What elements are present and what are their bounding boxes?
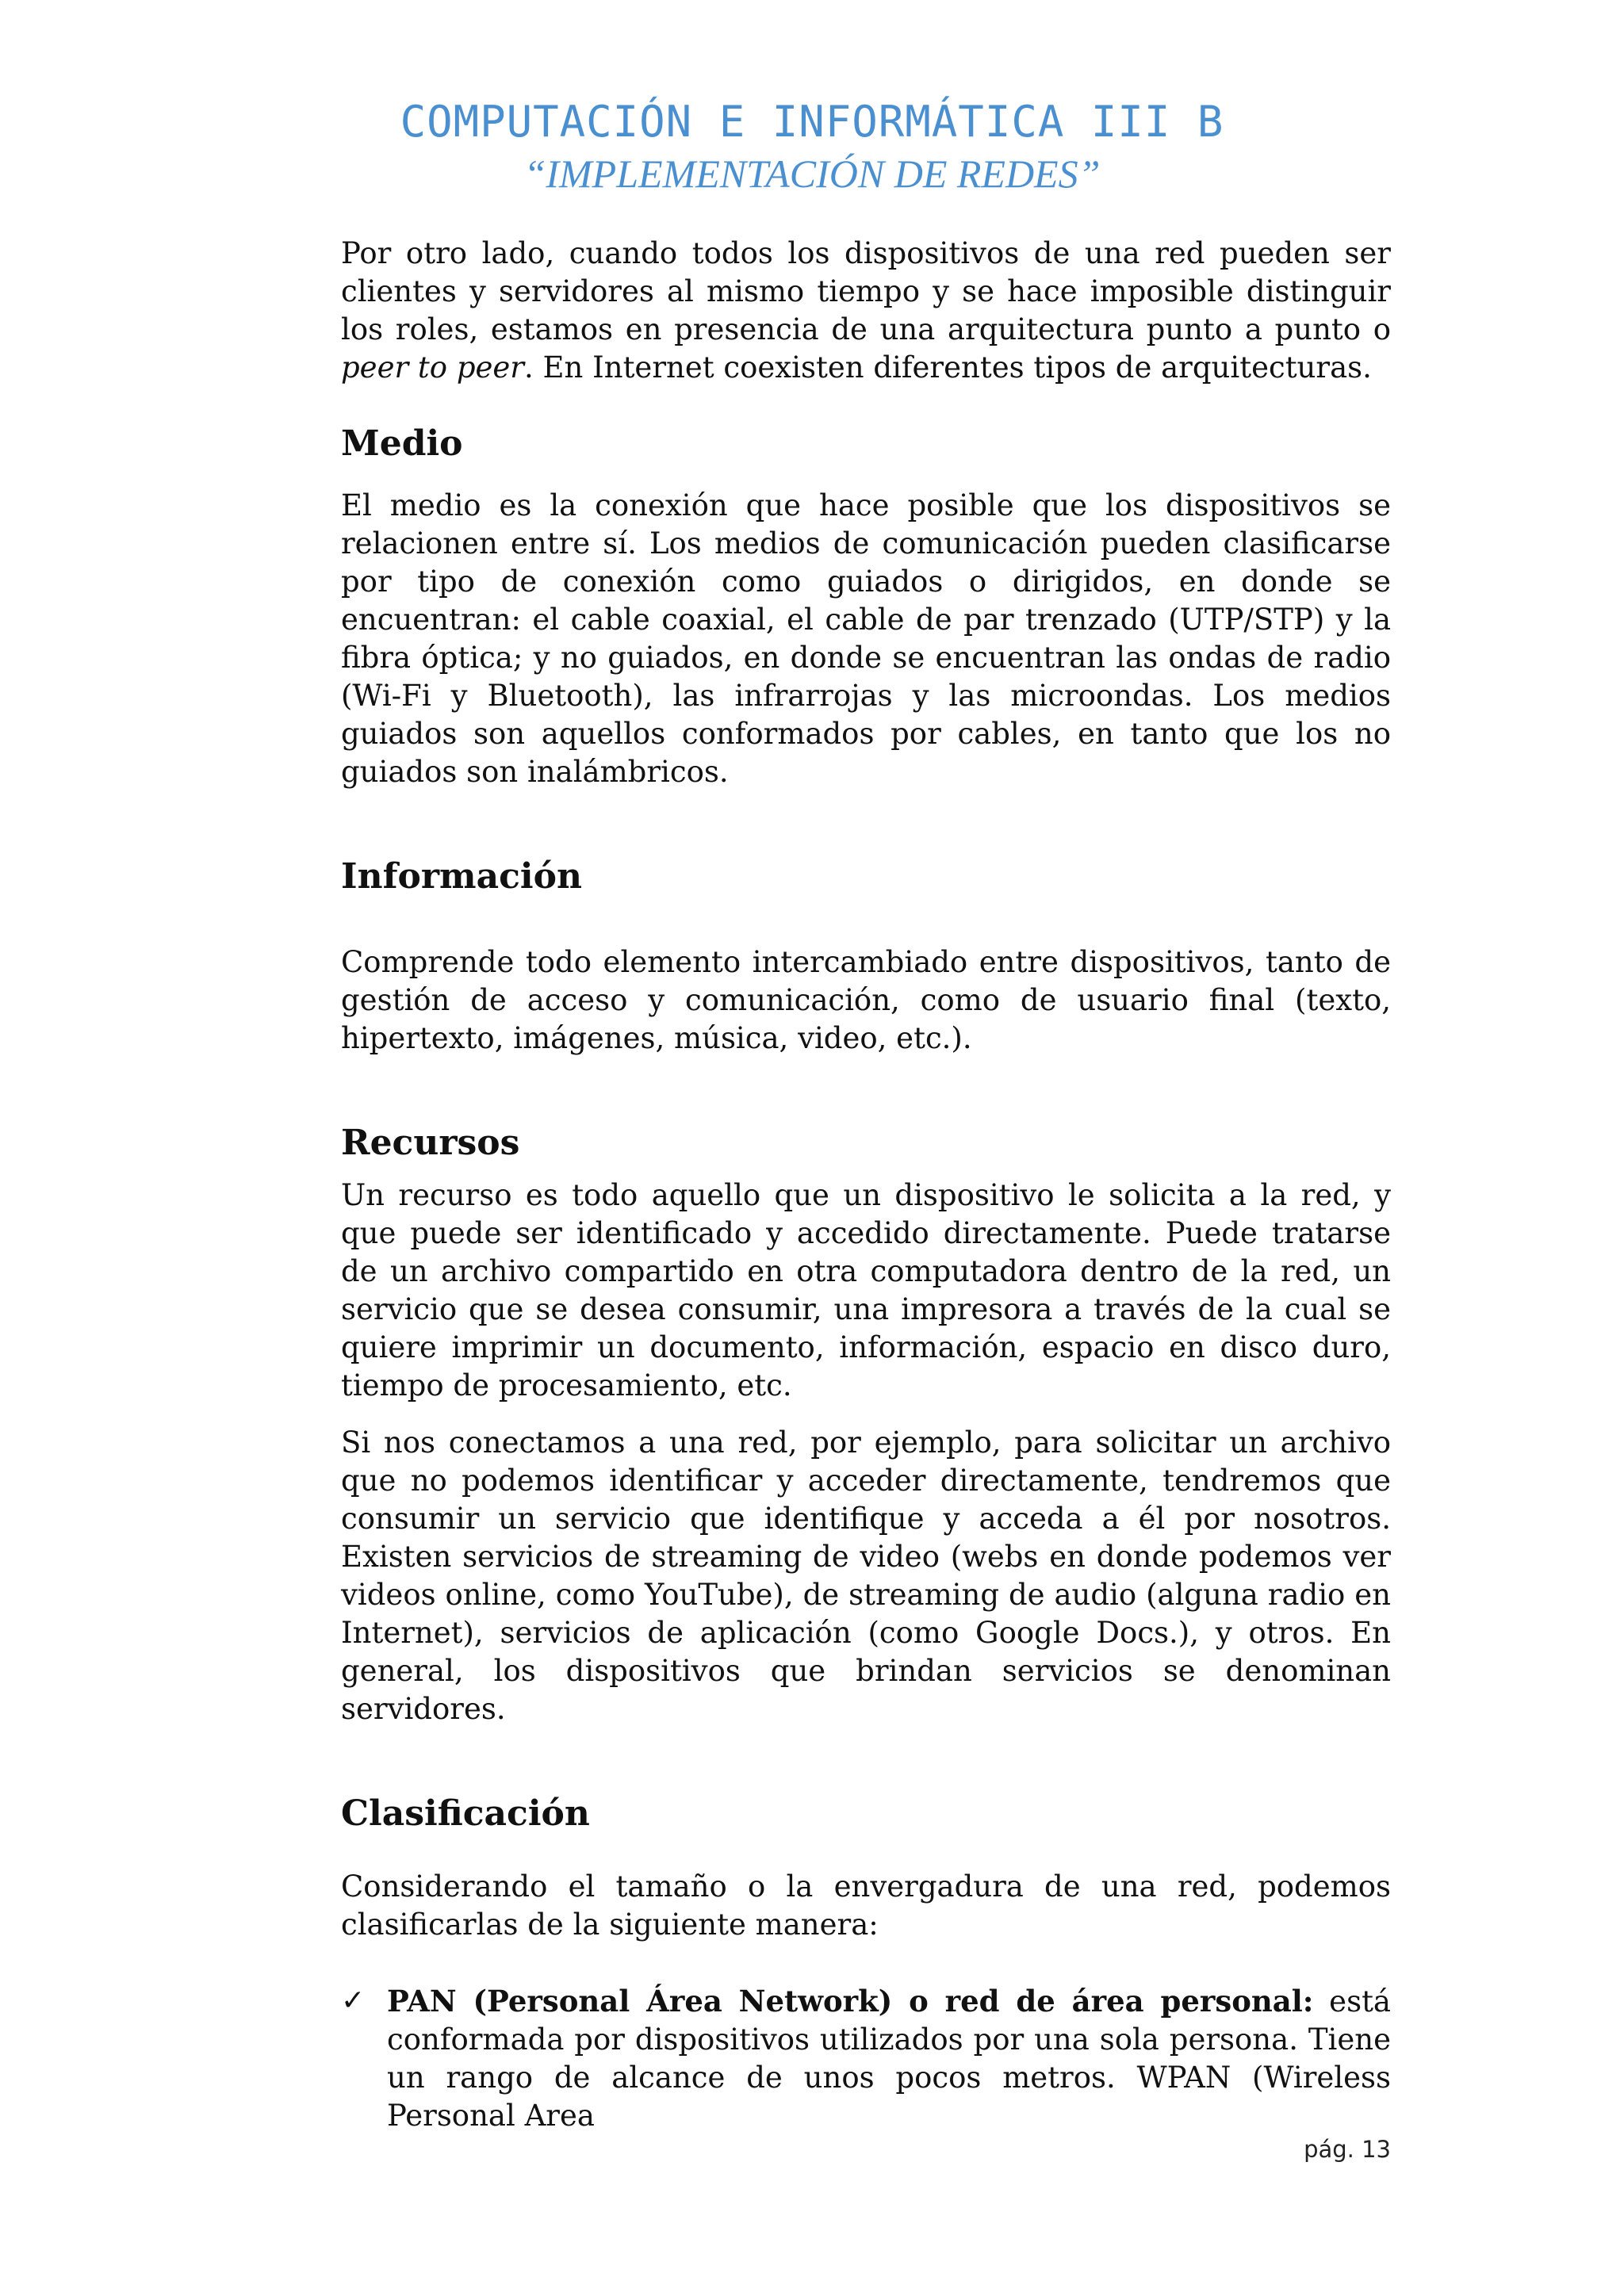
informacion-paragraph: Comprende todo elemento intercambiado entre dispositivos, tanto de gestión de acceso y comunicación, como de usuario final (texto, hipertexto, imágenes, música, video, etc.).	[341, 945, 1391, 1055]
heading-recursos: Recursos	[341, 1123, 520, 1163]
page-header	[0, 94, 1624, 198]
header-title: COMPUTACIÓN E INFORMÁTICA III B	[400, 97, 1224, 147]
intro-italic-term: peer to peer	[341, 350, 524, 385]
heading-medio: Medio	[341, 423, 463, 464]
intro-text-before: Por otro lado, cuando todos los dispositivos de una red pueden ser clientes y servidores al mismo tiempo y se hace imposible distinguir los roles, estamos en presencia de una arquitectura punto a punto o	[341, 236, 1391, 346]
heading-informacion: Información	[341, 856, 582, 897]
heading-clasificacion: Clasificación	[341, 1793, 590, 1834]
recursos-paragraph-2: Si nos conectamos a una red, por ejemplo, para solicitar un archivo que no podemos identificar y acceder directamente, tendremos que consumir un servicio que identifique y acceda a él por nosotros. Existen servicios de streaming de video (webs en donde podemos ver videos online, como YouTube), de streaming de audio (alguna radio en Internet), servicios de aplicación (como Google Docs.), y otros. En general, los dispositivos que brindan servicios se denominan servidores.	[341, 1425, 1391, 1726]
list-item-text	[387, 1982, 1391, 2135]
intro-text-after: . En Internet coexisten diferentes tipos de arquitecturas.	[524, 350, 1372, 385]
list-item	[341, 1982, 1391, 2135]
check-mark-icon: ✓	[341, 1984, 366, 2017]
document-body	[341, 235, 1391, 2135]
list-item-term: PAN (Personal Área Network) o red de área personal:	[387, 1984, 1314, 2019]
recursos-paragraph-1: Un recurso es todo aquello que un dispositivo le solicita a la red, y que puede ser identificado y accedido directamente. Puede tratarse de un archivo compartido en otra computadora dentro de la red, un servicio que se desea consumir, una impresora a través de la cual se quiere imprimir un documento, información, espacio en disco duro, tiempo de procesamiento, etc.	[341, 1178, 1391, 1402]
clasificacion-paragraph: Considerando el tamaño o la envergadura de una red, podemos clasificarlas de la siguiente manera:	[341, 1869, 1391, 1942]
intro-paragraph	[341, 235, 1391, 387]
page-number: pág. 13	[1304, 2136, 1391, 2163]
medio-paragraph: El medio es la conexión que hace posible que los dispositivos se relacionen entre sí. Los medios de comunicación pueden clasificarse por tipo de conexión como guiados o dirigidos, en donde se encuentran: el cable coaxial, el cable de par trenzado (UTP/STP) y la fibra óptica; y no guiados, en donde se encuentran las ondas de radio (Wi-Fi y Bluetooth), las infrarrojas y las microondas. Los medios guiados son aquellos conformados por cables, en tanto que los no guiados son inalámbricos.	[341, 488, 1391, 789]
list-item-description: está conformada por dispositivos utilizados por una sola persona. Tiene un rango de alcance de unos pocos metros. WPAN (Wireless Personal Area	[387, 1984, 1391, 2133]
header-subtitle: “IMPLEMENTACIÓN DE REDES”	[523, 151, 1101, 196]
